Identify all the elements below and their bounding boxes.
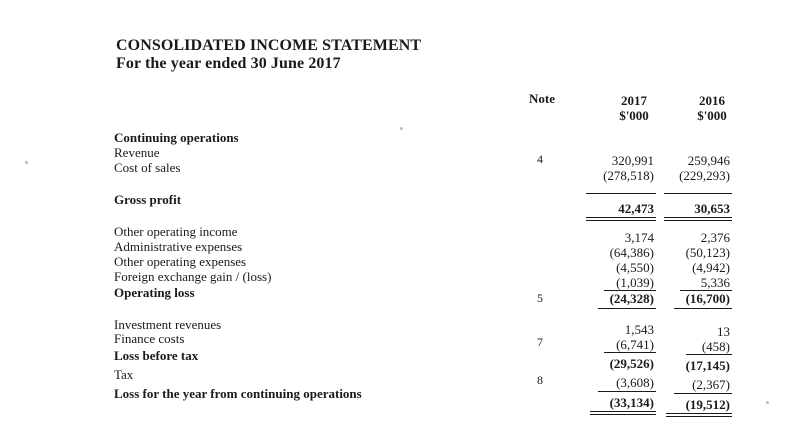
loss-for-year-2017: (33,134) (609, 395, 654, 410)
note-header: Note (529, 91, 555, 106)
finance-costs-note: 7 (537, 335, 543, 349)
final-total-line-2017 (590, 411, 656, 415)
finance-costs-2017: (6,741) (616, 337, 654, 352)
admin-expenses-2017: (64,386) (609, 245, 654, 260)
unit-2016-header: $'000 (697, 108, 727, 123)
other-expenses-2017: (4,550) (616, 260, 654, 275)
operating-line-2016 (674, 308, 732, 309)
admin-expenses-2016: (50,123) (685, 245, 730, 260)
continuing-operations-label: Continuing operations (114, 130, 239, 145)
tax-note: 8 (537, 373, 543, 387)
other-income-label: Other operating income (114, 224, 238, 239)
fx-2016: 5,336 (700, 275, 730, 290)
scan-speck (766, 401, 769, 404)
gross-profit-2016: 30,653 (694, 201, 730, 216)
scan-speck (25, 161, 28, 164)
tax-line-2017 (598, 391, 656, 392)
revenue-label: Revenue (114, 145, 160, 160)
finance-costs-2016: (458) (701, 339, 730, 354)
cost-of-sales-2017: (278,518) (603, 168, 654, 183)
subtotal-line-2017 (586, 193, 656, 194)
other-income-2016: 2,376 (700, 230, 730, 245)
operating-loss-2017: (24,328) (609, 291, 654, 306)
fx-label: Foreign exchange gain / (loss) (114, 269, 272, 284)
operating-loss-label: Operating loss (114, 285, 195, 300)
investment-revenues-2016: 13 (717, 324, 730, 339)
admin-expenses-label: Administrative expenses (114, 239, 243, 254)
tax-2016: (2,367) (692, 377, 730, 392)
operating-loss-2016: (16,700) (685, 291, 730, 306)
gross-profit-label: Gross profit (114, 192, 182, 207)
fx-2017: (1,039) (616, 275, 654, 290)
year-2017-header: 2017 (621, 93, 647, 108)
gross-profit-2017: 42,473 (618, 201, 654, 216)
operating-line-2017 (598, 308, 656, 309)
investment-revenues-label: Investment revenues (114, 317, 222, 332)
finance-underline-2017 (604, 352, 656, 353)
revenue-2016: 259,946 (687, 153, 730, 168)
tax-label: Tax (114, 367, 134, 382)
investment-revenues-2017: 1,543 (624, 322, 654, 337)
cost-of-sales-2016: (229,293) (679, 168, 730, 183)
loss-for-year-label: Loss for the year from continuing operations (114, 386, 362, 401)
other-income-2017: 3,174 (624, 230, 654, 245)
other-expenses-label: Other operating expenses (114, 254, 247, 269)
cost-of-sales-label: Cost of sales (114, 160, 181, 175)
tax-2017: (3,608) (616, 375, 654, 390)
loss-for-year-2016: (19,512) (685, 397, 730, 412)
loss-before-tax-2017: (29,526) (609, 356, 654, 371)
unit-2017-header: $'000 (619, 108, 649, 123)
total-line-2017 (586, 217, 656, 221)
finance-costs-label: Finance costs (114, 331, 185, 346)
subtotal-line-2016 (664, 193, 732, 194)
finance-underline-2016 (686, 354, 732, 355)
loss-before-tax-2016: (17,145) (685, 358, 730, 373)
scan-speck (400, 127, 403, 130)
total-line-2016 (664, 217, 732, 221)
operating-loss-note: 5 (537, 291, 543, 305)
statement-subtitle: For the year ended 30 June 2017 (116, 55, 341, 72)
final-total-line-2016 (666, 413, 732, 417)
loss-before-tax-label: Loss before tax (114, 348, 199, 363)
revenue-2017: 320,991 (611, 153, 654, 168)
year-2016-header: 2016 (699, 93, 725, 108)
other-expenses-2016: (4,942) (692, 260, 730, 275)
revenue-note: 4 (537, 152, 543, 166)
tax-line-2016 (674, 393, 732, 394)
statement-title: CONSOLIDATED INCOME STATEMENT (116, 37, 422, 54)
